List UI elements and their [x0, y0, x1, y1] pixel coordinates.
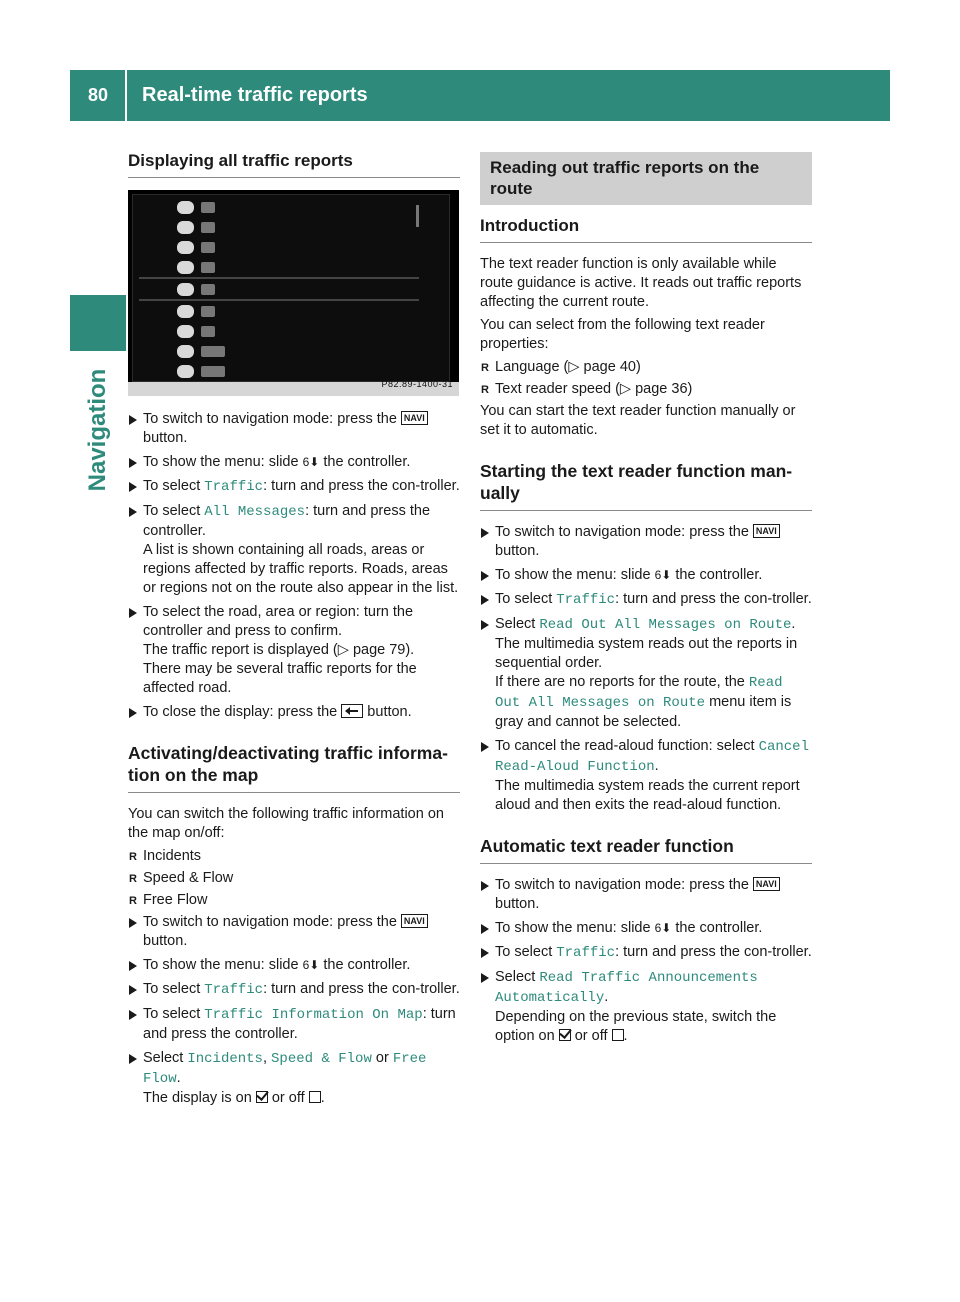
traffic-list-display: [132, 194, 450, 382]
checkbox-unchecked-icon: [612, 1029, 624, 1041]
figure-caption: P82.89-1400-31: [381, 379, 453, 389]
instruction-step: To show the menu: slide 6⬇ the controller.: [480, 566, 812, 585]
header-divider: [125, 70, 127, 121]
road-sign-icon: [201, 284, 215, 295]
menu-item-code: Incidents: [187, 1051, 263, 1067]
page-number: 80: [87, 85, 109, 105]
section-title: Starting the text reader function man-ually: [480, 460, 812, 511]
instruction-step: To show the menu: slide 6⬇ the controller.: [128, 453, 460, 472]
section-title: Activating/deactivating traffic informa-tion on the map: [128, 742, 460, 793]
instruction-step: To close the display: press the button.: [128, 703, 460, 722]
instruction-step: To show the menu: slide 6⬇ the controller.: [128, 956, 460, 975]
navi-key-icon: NAVI: [401, 411, 428, 425]
instruction-step: To select All Messages: turn and press the controller. A list is shown containing all roads, areas or regions affected by traffic reports. Roads, areas or regions not on the route also appear in the list.: [128, 502, 460, 598]
instruction-step: To select Traffic Information On Map: turn and press the controller.: [128, 1005, 460, 1044]
section-title: Displaying all traffic reports: [128, 150, 460, 178]
navi-screen-figure: [128, 190, 459, 396]
traffic-icon: [177, 365, 194, 378]
section-title: Automatic text reader function: [480, 835, 812, 864]
traffic-icon: [177, 221, 194, 234]
menu-item-code: Traffic Information On Map: [204, 1007, 423, 1023]
paragraph: You can switch the following traffic information on the map on/off:: [128, 806, 444, 841]
menu-item-code: Read Traffic Announcements Automatically: [495, 970, 758, 1006]
menu-item-code: Cancel Read-Aloud Function: [495, 739, 809, 775]
traffic-icon: [177, 261, 194, 274]
menu-item-code: Traffic: [204, 479, 264, 495]
paragraph: You can select from the following text reader properties:: [480, 317, 765, 352]
navi-key-icon: NAVI: [753, 524, 780, 538]
traffic-icon: [177, 201, 194, 214]
menu-item-code: Read Out All Messages on Route: [495, 675, 783, 711]
back-button-icon: [341, 704, 363, 718]
list-item: R Free Flow: [128, 891, 460, 910]
menu-item-code: Traffic: [556, 945, 616, 961]
traffic-icon: [177, 241, 194, 254]
instruction-step: To select Traffic: turn and press the con-troller.: [128, 477, 460, 497]
checkbox-unchecked-icon: [309, 1091, 321, 1103]
right-column: [480, 152, 812, 1051]
controller-slide-icon: 6⬇: [654, 568, 672, 582]
instruction-step: Select Read Traffic Announcements Automatically. Depending on the previous state, switch the option on or off .: [480, 968, 812, 1046]
menu-item-code: Free Flow: [143, 1051, 427, 1087]
paragraph: You can start the text reader function manually or set it to automatic.: [480, 403, 796, 438]
instruction-step: To select Traffic: turn and press the con-troller.: [480, 590, 812, 610]
controller-slide-icon: 6⬇: [302, 455, 320, 469]
road-sign-icon: [201, 306, 215, 317]
paragraph: The text reader function is only available while route guidance is active. It reads out traffic reports affecting the current route.: [480, 256, 802, 310]
traffic-icon: [177, 305, 194, 318]
instruction-step: To select Traffic: turn and press the con-troller.: [480, 943, 812, 963]
navi-key-icon: NAVI: [753, 877, 780, 891]
instruction-step: To select the road, area or region: turn the controller and press to confirm. The traffic report is displayed (▷ page 79). There may be several traffic reports for the affected road.: [128, 603, 460, 698]
menu-item-code: Traffic: [556, 592, 616, 608]
checkbox-checked-icon: [256, 1091, 268, 1103]
left-column: [128, 150, 460, 1113]
list-item: R Language (▷ page 40): [480, 358, 812, 377]
road-sign-icon: [201, 346, 225, 357]
instruction-step: To show the menu: slide 6⬇ the controller.: [480, 919, 812, 938]
list-item: R Incidents: [128, 847, 460, 866]
menu-item-code: Read Out All Messages on Route: [539, 617, 792, 633]
road-sign-icon: [201, 222, 215, 233]
page-title: Real-time traffic reports: [142, 84, 368, 106]
side-tab-label: Navigation: [84, 368, 111, 492]
checkbox-checked-icon: [559, 1029, 571, 1041]
traffic-icon: [177, 345, 194, 358]
instruction-step: To switch to navigation mode: press the NAVI button.: [480, 876, 812, 914]
controller-slide-icon: 6⬇: [302, 958, 320, 972]
road-sign-icon: [201, 366, 225, 377]
list-item: R Text reader speed (▷ page 36): [480, 380, 812, 399]
scrollbar: [416, 205, 419, 227]
menu-item-code: Traffic: [204, 982, 264, 998]
list-item: R Speed & Flow: [128, 869, 460, 888]
instruction-step: To switch to navigation mode: press the NAVI button.: [128, 913, 460, 951]
navi-key-icon: NAVI: [401, 914, 428, 928]
list-divider: [139, 277, 419, 279]
side-tab-marker: [70, 295, 126, 351]
instruction-step: To switch to navigation mode: press the NAVI button.: [480, 523, 812, 561]
road-sign-icon: [201, 202, 215, 213]
chapter-heading: Reading out traffic reports on the route: [480, 152, 812, 205]
road-sign-icon: [201, 326, 215, 337]
road-sign-icon: [201, 242, 215, 253]
menu-item-code: All Messages: [204, 504, 306, 520]
controller-slide-icon: 6⬇: [654, 921, 672, 935]
instruction-step: Select Incidents, Speed & Flow or Free Flow. The display is on or off .: [128, 1049, 460, 1108]
instruction-step: To cancel the read-aloud function: select Cancel Read-Aloud Function. The multimedia system reads the current report aloud and then exits the read-aloud function.: [480, 737, 812, 815]
instruction-step: To select Traffic: turn and press the con-troller.: [128, 980, 460, 1000]
section-title: Introduction: [480, 215, 812, 243]
traffic-icon: [177, 283, 194, 296]
road-sign-icon: [201, 262, 215, 273]
list-divider: [139, 299, 419, 301]
instruction-step: Select Read Out All Messages on Route. The multimedia system reads out the reports in sequential order. If there are no reports for the route, the Read Out All Messages on Route menu item is gray and cannot be selected.: [480, 615, 812, 732]
instruction-step: To switch to navigation mode: press the NAVI button.: [128, 410, 460, 448]
menu-item-code: Speed & Flow: [271, 1051, 372, 1067]
traffic-icon: [177, 325, 194, 338]
